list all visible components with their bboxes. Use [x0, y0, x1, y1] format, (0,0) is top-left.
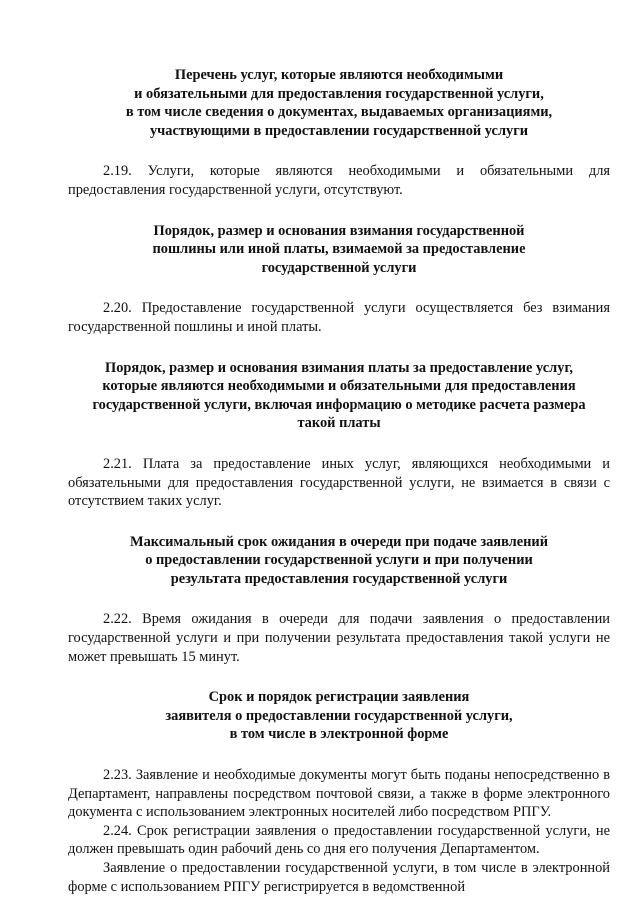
section-heading-queue-time	[68, 533, 610, 589]
section-heading-registration	[68, 688, 610, 744]
heading-line: которые являются необходимыми и обязательными для предоставления	[102, 378, 576, 395]
paragraph-2-22: 2.22. Время ожидания в очереди для подачи заявления о предоставлении государственной услуги и при получении результата предоставления такой услуги не может превышать 15 минут.	[68, 611, 610, 665]
paragraph-registration-electronic: Заявление о предоставлении государственной услуги, в том числе в электронной форме с использованием РПГУ регистрируется в ведомственной	[68, 860, 610, 895]
heading-line: государственной услуги	[261, 259, 417, 276]
heading-line: Максимальный срок ожидания в очереди при подаче заявлений	[130, 533, 548, 550]
heading-line: пошлины или иной платы, взимаемой за предоставление	[152, 241, 526, 258]
section-heading-service-fees	[68, 359, 610, 433]
heading-line: участвующими в предоставлении государственной услуги	[149, 122, 529, 139]
heading-line: в том числе в электронной форме	[229, 726, 449, 743]
paragraph-2-24: 2.24. Срок регистрации заявления о предоставлении государственной услуги, не должен превышать один рабочий день со дня его получения Департаментом.	[68, 822, 610, 858]
heading-line: результата предоставления государственной услуги	[170, 570, 508, 587]
heading-line: государственной услуги, включая информацию о методике расчета размера	[92, 396, 586, 413]
document-page	[68, 66, 610, 896]
heading-line: Порядок, размер и основания взимания платы за предоставление услуг,	[105, 359, 573, 376]
paragraph-2-23: 2.23. Заявление и необходимые документы могут быть поданы непосредственно в Департамент, направлены посредством почтовой связи, а также в форме электронного документа с использованием электронных носителей либо посредством РПГУ.	[68, 767, 610, 821]
heading-line: Порядок, размер и основания взимания государственной	[153, 222, 525, 239]
paragraph-2-19: 2.19. Услуги, которые являются необходимыми и обязательными для предоставления государственной услуги, отсутствуют.	[68, 163, 610, 198]
heading-line: Перечень услуг, которые являются необходимыми	[174, 67, 504, 83]
section-heading-services-list	[68, 66, 610, 140]
heading-line: о предоставлении государственной услуги и при получении	[145, 552, 533, 569]
paragraph-2-20: 2.20. Предоставление государственной услуги осуществляется без взимания государственной пошлины и иной платы.	[68, 300, 610, 335]
heading-line: Срок и порядок регистрации заявления	[208, 689, 470, 706]
section-heading-state-fee	[68, 222, 610, 278]
paragraph-2-21: 2.21. Плата за предоставление иных услуг, являющихся необходимыми и обязательными для предоставления государственной услуги, не взимается в связи с отсутствием таких услуг.	[68, 455, 610, 510]
heading-line: такой платы	[297, 415, 381, 432]
heading-line: заявителя о предоставлении государственной услуги,	[165, 707, 513, 724]
heading-line: в том числе сведения о документах, выдаваемых организациями,	[125, 104, 553, 121]
heading-line: и обязательными для предоставления государственной услуги,	[134, 85, 544, 102]
